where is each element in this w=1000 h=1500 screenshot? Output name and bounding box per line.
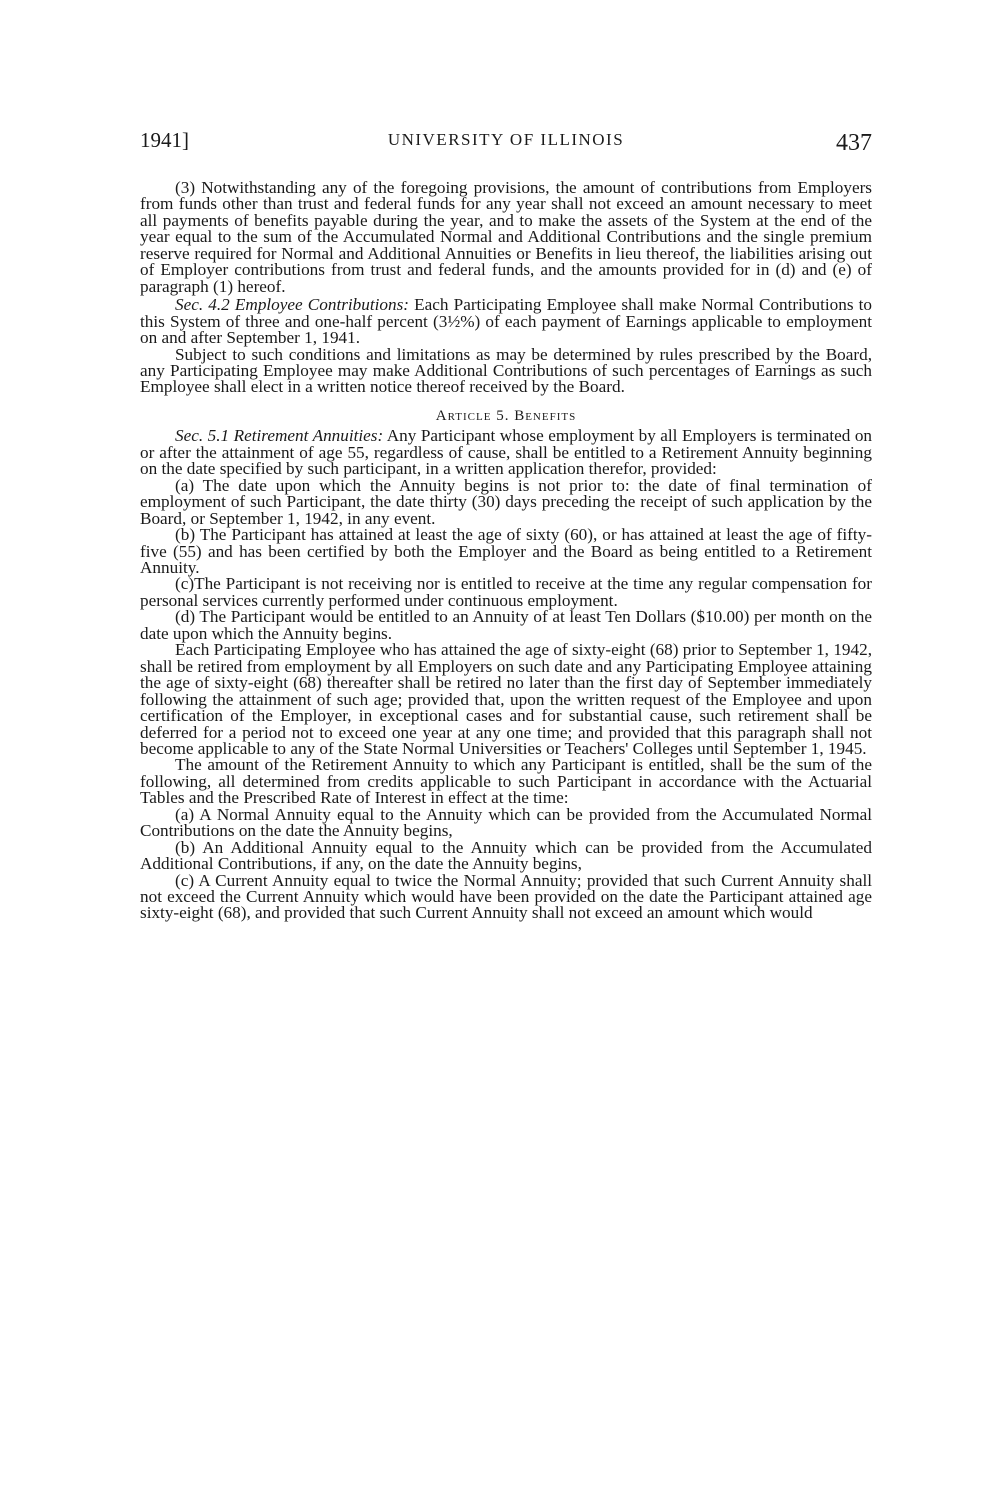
paragraph: (a) The date upon which the Annuity begins is not prior to: the date of final termination of employment of such Participant, the date thirty (30) days preceding the receipt of such application by the Board, or September 1, 1942, in any event. [140, 475, 872, 528]
section-number: Sec. 4.2 [175, 295, 230, 315]
section-text: Each Participating Employee shall make Normal Contributions to this System of three and one-half percent (3½%) of each payment of Earnings applicable to employment on and after September 1, 1941. [140, 295, 873, 348]
running-head-year: 1941] [140, 128, 189, 152]
article-heading: Article 5. Benefits [435, 407, 577, 424]
section-number: Sec. 5.1 [175, 426, 230, 446]
paragraph: (c)The Participant is not receiving nor is entitled to receive at the time any regular compensation for personal services currently performed under continuous employment. [140, 574, 872, 610]
section-title: Employee Contributions: [234, 295, 410, 315]
section-paragraph [140, 428, 872, 477]
running-head-title: UNIVERSITY OF ILLINOIS [387, 130, 625, 149]
paragraph: The amount of the Retirement Annuity to which any Participant is entitled, shall be the sum of the following, all determined from credits applicable to such Participant in accordance with the Actuarial Tables and the Prescribed Rate of Interest in effect at the time: [140, 755, 872, 808]
paragraph: (a) A Normal Annuity equal to the Annuity which can be provided from the Accumulated Normal Contributions on the date the Annuity begins, [140, 804, 872, 841]
section-title: Retirement Annuities: [233, 426, 384, 446]
running-head [140, 128, 872, 158]
paragraph: Subject to such conditions and limitations as may be determined by rules prescribed by the Board, any Participating Employee may make Additional Contributions of such percentages of Earnings as such Employee shall elect in a written notice thereof received by the Board. [140, 344, 872, 397]
paragraph: (c) A Current Annuity equal to twice the Normal Annuity; provided that such Current Annuity shall not exceed the Current Annuity which would have been provided on the date the Participant attained age sixty-eight (68), and provided that such Current Annuity shall not exceed an amount which would [140, 870, 872, 923]
page-number: 437 [836, 130, 872, 156]
paragraph: (b) An Additional Annuity equal to the Annuity which can be provided from the Accumulated Additional Contributions, if any, on the date the Annuity begins, [140, 837, 872, 874]
section-paragraph [140, 297, 872, 346]
section-text: Any Participant whose employment by all Employers is terminated on or after the attainment of age 55, regardless of cause, shall be entitled to a Retirement Annuity beginning on the date specified by such participant, in a written application therefor, provided: [140, 426, 873, 479]
paragraph: Each Participating Employee who has attained the age of sixty-eight (68) prior to September 1, 1942, shall be retired from employment by all Employers on such date and any Participating Employee attaining the age of sixty-eight (68) thereafter shall be retired no later than the first day of September immediately following the attainment of such age; provided that, upon the written request of the Employee and upon certification of the Employer, in exceptional cases and for substantial cause, such retirement shall be deferred for a period not to exceed one year at any one time; and provided that this paragraph shall not become applicable to any of the State Normal Universities or Teachers' Colleges until September 1, 1945. [140, 640, 872, 758]
paragraph: (b) The Participant has attained at least the age of sixty (60), or has attained at least the age of fifty-five (55) and has been certified by both the Employer and the Board as being entitled to a Retirement Annuity. [140, 525, 872, 577]
body-text [140, 180, 872, 922]
paragraph: (3) Notwithstanding any of the foregoing provisions, the amount of contributions from Employers from funds other than trust and federal funds for any year shall not exceed an amount necessary to meet all payments of benefits payable during the year, and to make the assets of the System at the end of the year equal to the sum of the Accumulated Normal and Additional Contributions and the single premium reserve required for Normal and Additional Annuities or Benefits in lieu thereof, the liabilities arising out of Employer contributions from trust and federal funds, and the amounts provided for in (d) and (e) of paragraph (1) hereof. [140, 178, 872, 296]
paragraph: (d) The Participant would be entitled to an Annuity of at least Ten Dollars ($10.00) per month on the date upon which the Annuity begins. [140, 607, 872, 643]
